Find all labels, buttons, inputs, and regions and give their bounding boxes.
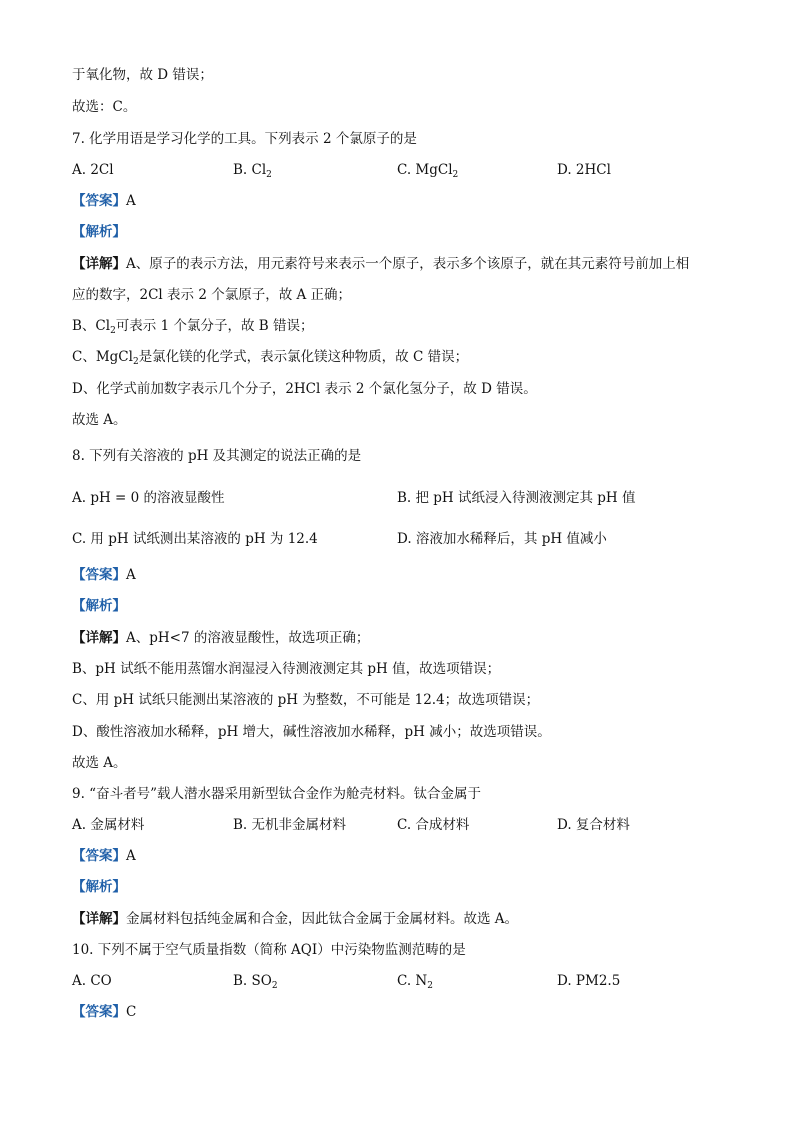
q9-answer: 【答案】A (72, 848, 136, 864)
q8-detail-4: D、酸性溶液加水稀释，pH 增大，碱性溶液加水稀释，pH 减小；故选项错误。 (72, 724, 551, 740)
q10-option-b: B. $SO_2$ (233, 973, 278, 991)
q9-stem: 9. “奋斗者号”载人潜水器采用新型钛合金作为舱壳材料。钛合金属于 (72, 786, 481, 802)
q10-answer: 【答案】C (72, 1004, 137, 1020)
q7-option-c: C. MgCl$_2$ (397, 162, 459, 180)
q7-detail-4: C、MgCl$_2$是氯化镁的化学式，表示氯化镁这种物质，故 C 错误； (72, 349, 469, 367)
q8-option-c: C. 用 pH 试纸测出某溶液的 pH 为 12.4 (72, 531, 318, 547)
q10-option-c: C. $N_2$ (397, 973, 433, 991)
q7-detail-3: B、$Cl_2$可表示 1 个氯分子，故 B 错误； (72, 318, 314, 336)
q8-conclusion: 故选 A。 (72, 755, 127, 771)
q9-detail-1: 【详解】金属材料包括纯金属和合金，因此钛合金属于金属材料。故选 A。 (72, 911, 519, 927)
q8-option-d: D. 溶液加水稀释后，其 pH 值减小 (397, 531, 607, 547)
q8-detail-2: B、pH 试纸不能用蒸馏水润湿浸入待测液测定其 pH 值，故选项错误； (72, 661, 501, 677)
q8-detail-3: C、用 pH 试纸只能测出某溶液的 pH 为整数，不可能是 12.4；故选项错误； (72, 692, 540, 708)
q8-option-b: B. 把 pH 试纸浸入待测液测定其 pH 值 (397, 490, 636, 506)
q9-option-b: B. 无机非金属材料 (233, 817, 347, 833)
q7-conclusion: 故选 A。 (72, 412, 127, 428)
q6-tail-line: 于氧化物，故 D 错误； (72, 67, 213, 83)
q6-tail-conclusion: 故选：C。 (72, 99, 137, 115)
q7-detail-5: D、化学式前加数字表示几个分子，2HCl 表示 2 个氯化氢分子，故 D 错误。 (72, 381, 537, 397)
q8-analysis-label: 【解析】 (72, 598, 126, 614)
q8-detail-1: 【详解】A、pH<7 的溶液显酸性，故选项正确； (72, 630, 370, 646)
q8-answer: 【答案】A (72, 567, 136, 583)
q7-analysis-label: 【解析】 (72, 224, 126, 240)
q7-stem: 7. 化学用语是学习化学的工具。下列表示 2 个氯原子的是 (72, 131, 417, 147)
q7-detail-2: 应的数字，2Cl 表示 2 个氯原子，故 A 正确； (72, 287, 352, 303)
q10-stem: 10. 下列不属于空气质量指数（简称 AQI）中污染物监测范畴的是 (72, 942, 466, 958)
q7-detail-1: 【详解】A、原子的表示方法，用元素符号来表示一个原子，表示多个该原子，就在其元素符号前加上相 (72, 256, 690, 272)
q8-option-a: A. pH = 0 的溶液显酸性 (72, 490, 225, 506)
q7-option-b: B. $Cl_2$ (233, 162, 272, 180)
q7-option-a: A. 2Cl (72, 162, 114, 178)
q9-option-d: D. 复合材料 (557, 817, 630, 833)
q8-stem: 8. 下列有关溶液的 pH 及其测定的说法正确的是 (72, 448, 362, 464)
q7-option-d: D. 2HCl (557, 162, 611, 178)
q10-option-a: A. CO (72, 973, 112, 989)
q7-answer: 【答案】A (72, 193, 136, 209)
q10-option-d: D. PM2.5 (557, 973, 621, 989)
q9-option-c: C. 合成材料 (397, 817, 470, 833)
q9-analysis-label: 【解析】 (72, 879, 126, 895)
q9-option-a: A. 金属材料 (72, 817, 145, 833)
